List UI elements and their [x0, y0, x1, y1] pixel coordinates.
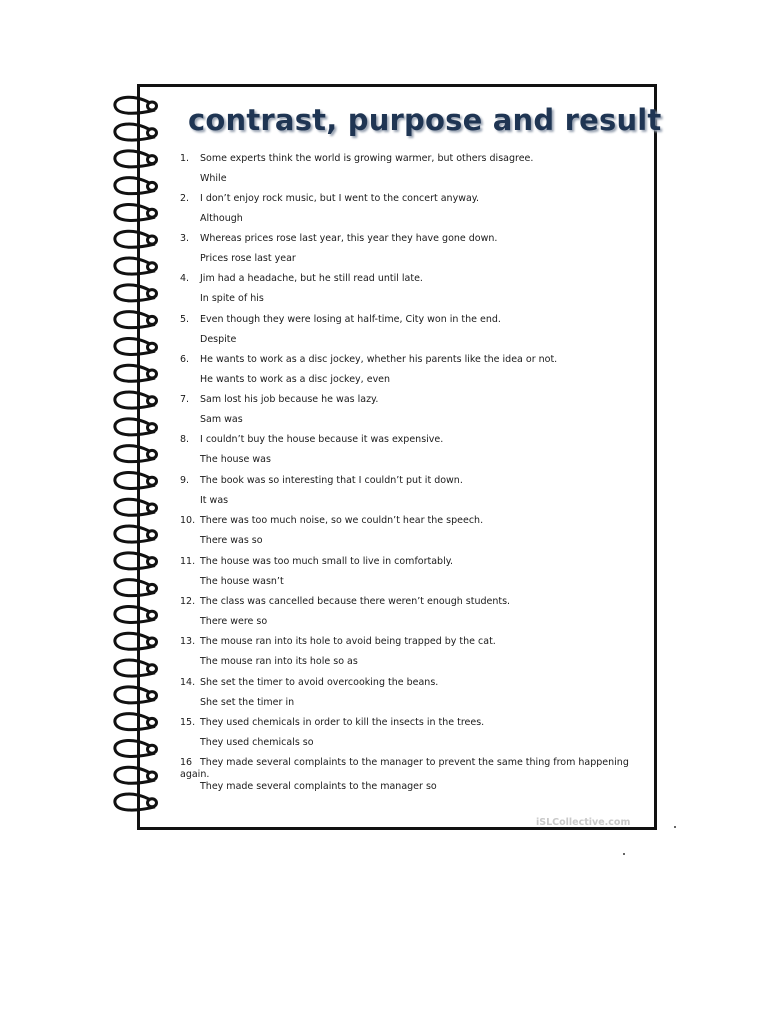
exercise-sentence: The class was cancelled because there weren’t enough students. [200, 596, 511, 607]
exercise-sentence: Jim had a headache, but he still read until late. [200, 273, 423, 284]
spiral-hole [148, 718, 157, 726]
spiral-hole [148, 129, 157, 137]
spiral-hole [148, 424, 157, 432]
spiral-hole [148, 182, 157, 190]
exercise-sentence: The mouse ran into its hole to avoid being trapped by the cat. [200, 636, 496, 647]
exercise-sentence: They made several complaints to the manager to prevent the same thing from happening again. [180, 757, 629, 780]
exercise-prompt: She set the timer in [200, 697, 295, 708]
spiral-hole [148, 156, 157, 164]
exercise-item [180, 475, 640, 507]
spiral-hole [148, 799, 157, 807]
spiral-hole [148, 584, 157, 592]
exercise-number: 13. [180, 636, 196, 647]
exercise-prompt: There was so [200, 535, 263, 546]
exercise-item [180, 314, 640, 346]
spiral-hole [148, 397, 157, 405]
exercise-item [180, 596, 640, 628]
exercise-sentence: She set the timer to avoid overcooking the beans. [200, 677, 439, 688]
exercise-number: 4. [180, 273, 190, 284]
exercise-prompt: The house wasn’t [200, 576, 284, 587]
exercise-item [180, 273, 640, 305]
spiral-hole [148, 236, 157, 244]
exercise-sentence: Some experts think the world is growing warmer, but others disagree. [200, 153, 534, 164]
exercise-item [180, 354, 640, 386]
exercise-item [180, 394, 640, 426]
exercise-prompt: Although [200, 213, 243, 224]
worksheet-title: contrast, purpose and result [188, 103, 662, 137]
spiral-hole [148, 290, 157, 298]
spiral-binding [105, 92, 165, 822]
spiral-hole [148, 263, 157, 271]
spiral-hole [148, 531, 157, 539]
exercise-number: 5. [180, 314, 190, 325]
exercise-number: 9. [180, 475, 190, 486]
spiral-hole [148, 611, 157, 619]
exercise-sentence: I couldn’t buy the house because it was expensive. [200, 434, 444, 445]
exercise-item [180, 434, 640, 466]
exercise-prompt: The mouse ran into its hole so as [200, 656, 358, 667]
exercise-sentence: There was too much noise, so we couldn’t hear the speech. [200, 515, 484, 526]
spiral-hole [148, 316, 157, 324]
spiral-hole [148, 209, 157, 217]
exercise-sentence: I don’t enjoy rock music, but I went to the concert anyway. [200, 193, 480, 204]
exercise-number: 14. [180, 677, 196, 688]
exercise-number: 7. [180, 394, 190, 405]
spiral-hole [148, 504, 157, 512]
exercise-item [180, 556, 640, 588]
exercise-prompt: They made several complaints to the manager so [200, 781, 437, 792]
exercise-prompt: They used chemicals so [200, 737, 314, 748]
exercise-sentence: Even though they were losing at half-time, City won in the end. [200, 314, 501, 325]
watermark: iSLCollective.com [536, 817, 631, 828]
exercise-number: 15. [180, 717, 196, 728]
exercise-number: 1. [180, 153, 190, 164]
exercise-number: 3. [180, 233, 190, 244]
exercise-sentence: They used chemicals in order to kill the insects in the trees. [200, 717, 485, 728]
exercise-item [180, 233, 640, 265]
exercise-item [180, 515, 640, 547]
exercise-number: 6. [180, 354, 190, 365]
stray-mark [623, 853, 625, 855]
exercise-number: 16 [180, 757, 193, 768]
exercise-item [180, 193, 640, 225]
spiral-hole [148, 343, 157, 351]
exercise-sentence: Whereas prices rose last year, this year they have gone down. [200, 233, 498, 244]
exercise-number: 12. [180, 596, 196, 607]
exercise-sentence: Sam lost his job because he was lazy. [200, 394, 379, 405]
exercise-prompt: Despite [200, 334, 237, 345]
spiral-hole [148, 745, 157, 753]
exercise-number: 8. [180, 434, 190, 445]
exercise-number: 11. [180, 556, 196, 567]
exercise-prompt: Sam was [200, 414, 243, 425]
exercise-item [180, 757, 640, 793]
exercise-sentence: The house was too much small to live in comfortably. [200, 556, 454, 567]
exercise-prompt: In spite of his [200, 293, 264, 304]
stray-mark [674, 826, 676, 828]
exercise-item [180, 677, 640, 709]
exercise-number: 10. [180, 515, 196, 526]
spiral-hole [148, 638, 157, 646]
spiral-hole [148, 772, 157, 780]
spiral-hole [148, 692, 157, 700]
exercise-item [180, 717, 640, 749]
exercise-sentence: The book was so interesting that I couldn’t put it down. [200, 475, 463, 486]
spiral-hole [148, 102, 157, 110]
spiral-hole [148, 477, 157, 485]
exercise-prompt: There were so [200, 616, 268, 627]
exercise-prompt: He wants to work as a disc jockey, even [200, 374, 391, 385]
exercise-sentence: He wants to work as a disc jockey, whether his parents like the idea or not. [200, 354, 558, 365]
spiral-hole [148, 370, 157, 378]
spiral-hole [148, 665, 157, 673]
exercise-number: 2. [180, 193, 190, 204]
exercise-prompt: The house was [200, 454, 271, 465]
exercise-prompt: It was [200, 495, 229, 506]
spiral-hole [148, 450, 157, 458]
exercise-item [180, 636, 640, 668]
exercise-item [180, 153, 640, 185]
exercise-prompt: Prices rose last year [200, 253, 296, 264]
spiral-hole [148, 558, 157, 566]
exercise-prompt: While [200, 173, 227, 184]
